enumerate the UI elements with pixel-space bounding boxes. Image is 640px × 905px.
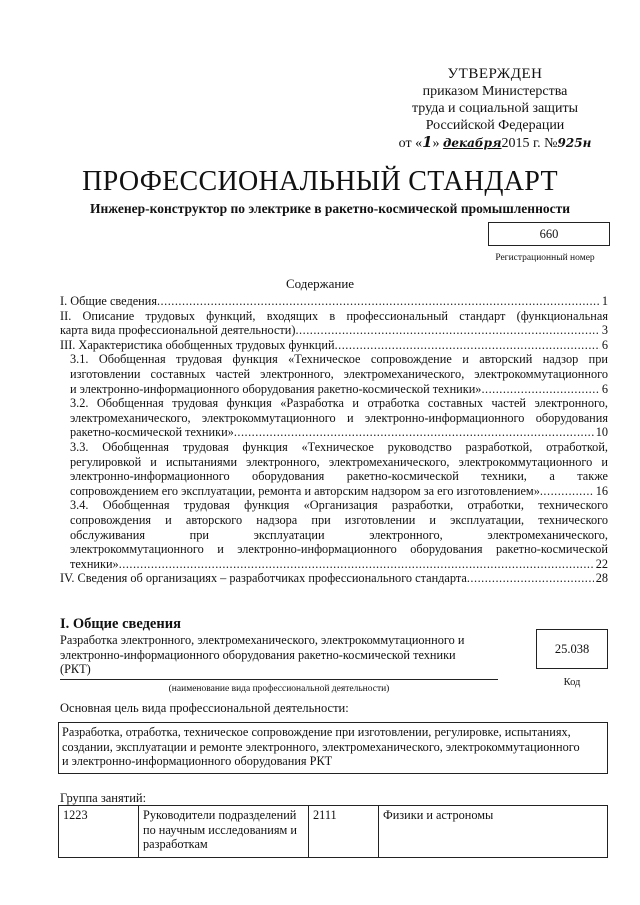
toc-page-number: 28 <box>595 571 608 586</box>
occupation-groups-table <box>58 805 608 858</box>
toc-entry-last-line <box>60 323 608 338</box>
toc-entry-line: электромеханического, электрокоммутационного и электронно-информационного оборудования <box>70 410 608 425</box>
date-prefix: от « <box>398 136 423 151</box>
toc-entry-last-line <box>60 338 608 353</box>
goal-label: Основная цель вида профессиональной деятельности: <box>60 701 349 715</box>
group-name-line: разработкам <box>143 837 208 851</box>
group-name-2: Физики и астрономы <box>379 806 608 858</box>
date-close: » <box>432 136 440 151</box>
toc-entry <box>60 309 608 338</box>
group-name-line: Руководители подразделений <box>143 808 297 822</box>
handwritten-day: 1 <box>422 133 433 151</box>
toc-entry <box>60 352 608 396</box>
approval-line-2: приказом Министерства <box>422 84 568 99</box>
date-year: 2015 г. № <box>501 136 558 151</box>
toc-page-number: 6 <box>601 337 608 352</box>
toc-page-number: 10 <box>595 425 608 440</box>
toc-entry-line: 3.1. Обобщенная трудовая функция «Техническое сопровождение и авторский надзор при <box>70 352 608 367</box>
toc-entry <box>60 294 608 309</box>
toc-leader-dots <box>481 382 599 397</box>
toc-entry-text: III. Характеристика обобщенных трудовых функций <box>60 337 335 352</box>
approval-block <box>380 66 610 152</box>
toc-entry <box>60 571 608 586</box>
toc-entry <box>60 440 608 498</box>
toc-entry-last-line <box>70 484 608 499</box>
toc-leader-dots <box>540 484 594 499</box>
group-name-1 <box>139 806 309 858</box>
toc-entry-text: I. Общие сведения <box>60 294 157 308</box>
toc-entry-line: 3.2. Обобщенная трудовая функция «Разработка и отработка составных частей электронного, <box>70 396 608 411</box>
activity-code-label: Код <box>563 677 581 688</box>
toc-leader-dots <box>157 294 600 309</box>
approval-line-3: труда и социальной защиты <box>412 101 578 116</box>
document-title: ПРОФЕССИОНАЛЬНЫЙ СТАНДАРТ <box>82 166 558 197</box>
toc-entry-line: обслуживания при эксплуатации электронного, электромеханического, <box>70 527 608 542</box>
toc-entry <box>60 498 608 571</box>
registration-number-label: Регистрационный номер <box>495 253 595 263</box>
toc-entry-last-line <box>70 425 608 440</box>
toc-entry-line: 3.3. Обобщенная трудовая функция «Техническое руководство разработкой, отработкой, <box>70 439 608 454</box>
registration-number-box: 660 <box>488 222 610 246</box>
toc-page-number: 3 <box>601 323 608 338</box>
toc-entry-last-line <box>70 382 608 397</box>
toc-entry <box>60 338 608 353</box>
handwritten-number: 925н <box>557 136 592 150</box>
toc-entry-text: сопровождением его эксплуатации, ремонта и авторским надзором за его изготовлением» <box>70 483 540 498</box>
table-of-contents <box>60 294 608 586</box>
activity-name-line: электронно-информационного оборудования ракетно-космической техники <box>60 647 456 662</box>
goal-line: создании, эксплуатации и ремонте электронного, электромеханического, электрокоммутационного <box>62 739 580 754</box>
goal-box <box>58 722 608 774</box>
toc-entry-text: и электронно-информационного оборудования ракетно-космической техники» <box>70 381 482 396</box>
goal-line: Разработка, отработка, техническое сопровождение при изготовлении, регулировке, испытаниях, <box>62 725 571 739</box>
toc-entry-line: регулировкой и испытаниями электронного, электромеханического, электрокоммутационного и <box>70 454 608 469</box>
activity-name-line: Разработка электронного, электромеханического, электрокоммутационного и <box>60 633 465 647</box>
group-code-1: 1223 <box>59 806 139 858</box>
toc-leader-dots <box>295 323 599 338</box>
toc-entry <box>60 396 608 440</box>
activity-name-line: (РКТ) <box>60 662 91 676</box>
toc-entry-line: электрокоммутационного и электронно-информационного оборудования ракетно-космической <box>70 542 608 557</box>
toc-entry-line: электронно-информационного оборудования ракетно-космической техники, а также <box>70 469 608 484</box>
toc-entry-text: IV. Сведения об организациях – разработчиках профессионального стандарта <box>60 571 467 586</box>
goal-line: и электронно-информационного оборудования РКТ <box>62 754 333 768</box>
toc-leader-dots <box>335 338 600 353</box>
approval-date-line <box>380 134 610 152</box>
toc-entry-line: 3.4. Обобщенная трудовая функция «Организация разработки, отработки, технического <box>70 498 608 513</box>
toc-title: Содержание <box>285 276 355 291</box>
group-name-line: по научным исследованиям и <box>143 822 297 837</box>
group-label: Группа занятий: <box>60 791 147 805</box>
toc-leader-dots <box>119 557 594 572</box>
toc-leader-dots <box>467 571 594 586</box>
toc-page-number: 6 <box>601 381 608 396</box>
toc-entry-text: техники» <box>70 556 119 571</box>
activity-underline <box>60 679 498 680</box>
toc-entry-line: II. Описание трудовых функций, входящих в профессиональный стандарт (функциональная <box>60 308 608 323</box>
document-subtitle: Инженер-конструктор по электрике в ракетно-космической промышленности <box>89 201 571 216</box>
activity-caption: (наименование вида профессиональной деятельности) <box>168 684 390 694</box>
toc-entry-last-line <box>60 571 608 586</box>
toc-entry-line: изготовлении составных частей электронного, электромеханического, электрокоммутационного <box>70 366 608 381</box>
activity-name <box>60 633 498 677</box>
handwritten-month: декабря <box>443 136 502 150</box>
toc-entry-last-line <box>70 557 608 572</box>
toc-page-number: 22 <box>595 556 608 571</box>
section-1-heading: I. Общие сведения <box>60 616 181 632</box>
toc-entry-text: ракетно-космической техники» <box>70 425 234 440</box>
activity-code-box: 25.038 <box>536 629 608 669</box>
table-row <box>59 806 608 858</box>
group-code-2: 2111 <box>309 806 379 858</box>
toc-page-number: 1 <box>601 294 608 308</box>
toc-entry-line: сопровождения и авторского надзора при изготовлении и эксплуатации, технического <box>70 512 608 527</box>
approval-line-1: УТВЕРЖДЕН <box>447 66 543 82</box>
approval-line-4: Российской Федерации <box>425 118 565 133</box>
toc-entry-text: карта вида профессиональной деятельности) <box>60 323 296 338</box>
toc-page-number: 16 <box>595 483 608 498</box>
toc-entry-last-line <box>60 294 608 309</box>
toc-leader-dots <box>234 425 594 440</box>
